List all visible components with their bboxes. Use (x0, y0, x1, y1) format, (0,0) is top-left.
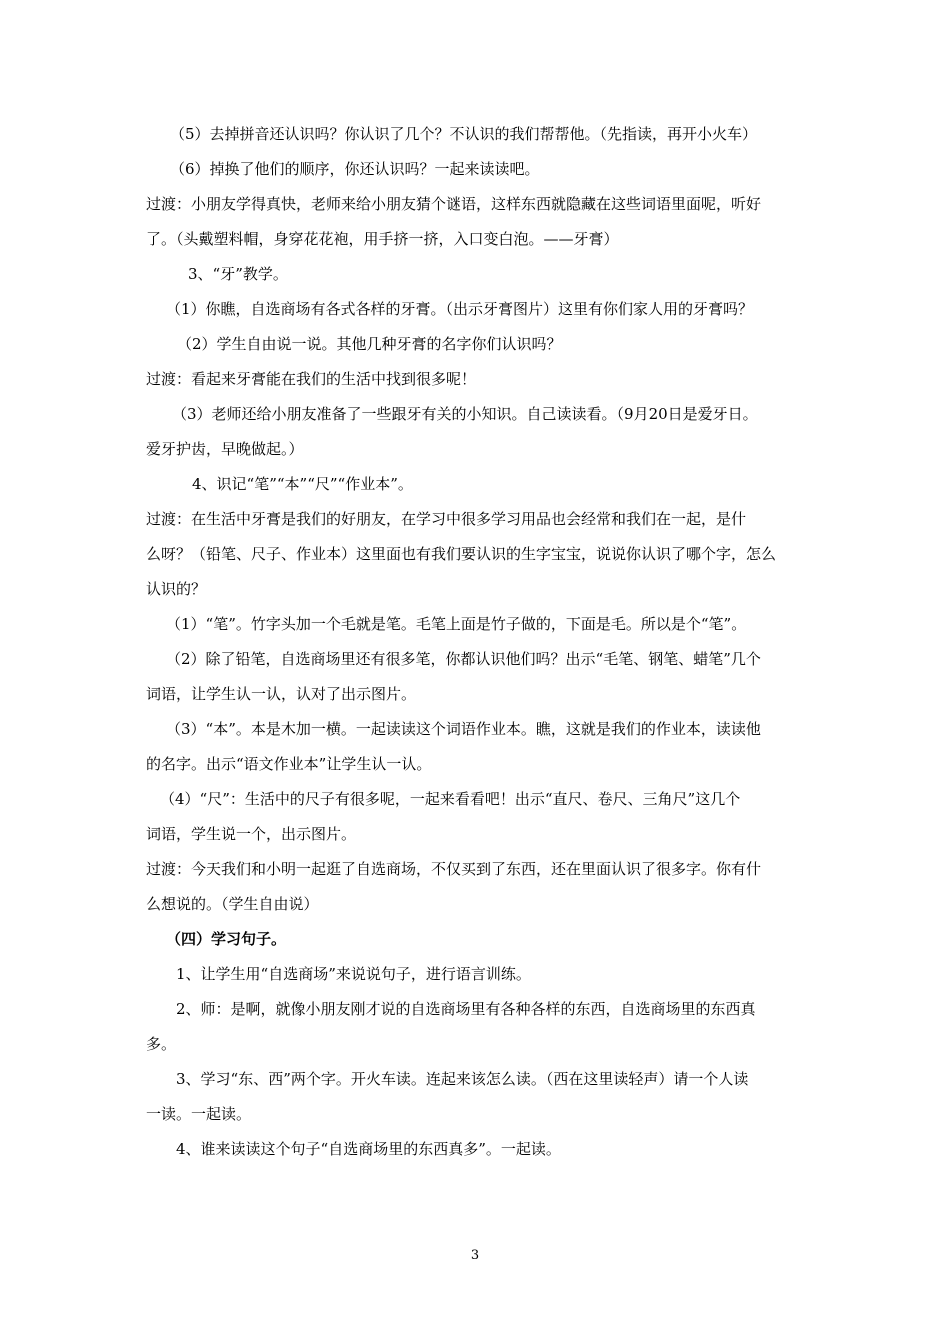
text-line: 过渡：在生活中牙膏是我们的好朋友，在学习中很多学习用品也会经常和我们在一起，是什 (146, 510, 747, 528)
text-line: 过渡：今天我们和小明一起逛了自选商场，不仅买到了东西，还在里面认识了很多字。你有什 (146, 860, 762, 878)
text-line: 一读。一起读。 (146, 1105, 252, 1123)
section-heading: 3、“牙”教学。 (188, 265, 288, 283)
page-number: 3 (470, 1248, 480, 1263)
text-line: 么呀？（铅笔、尺子、作业本）这里面也有我们要认识的生字宝宝，说说你认识了哪个字，怎么 (146, 545, 777, 563)
text-line: （3）“本”。本是木加一横。一起读读这个词语作业本。瞧，这就是我们的作业本，读读他 (166, 720, 761, 738)
text-line: 3、学习“东、西”两个字。开火车读。连起来该怎么读。（西在这里读轻声）请一个人读 (176, 1070, 749, 1088)
text-line: （3）老师还给小朋友准备了一些跟牙有关的小知识。自己读读看。（9月20日是爱牙日。 (172, 405, 758, 423)
text-line: （2）学生自由说一说。其他几种牙膏的名字你们认识吗？ (177, 335, 562, 353)
text-line: （1）你瞧，自选商场有各式各样的牙膏。（出示牙膏图片）这里有你们家人用的牙膏吗？ (166, 300, 754, 318)
text-line: 认识的？ (146, 580, 207, 598)
text-line: 过渡：小朋友学得真快，老师来给小朋友猜个谜语，这样东西就隐藏在这些词语里面呢，听好 (146, 195, 762, 213)
text-line: 4、谁来读读这个句子“自选商场里的东西真多”。一起读。 (176, 1140, 561, 1158)
text-line: （5）去掉拼音还认识吗？你认识了几个？不认识的我们帮帮他。（先指读，再开小火车） (170, 125, 758, 143)
text-line: （6）掉换了他们的顺序，你还认识吗？一起来读读吧。 (170, 160, 540, 178)
text-line: 2、师：是啊，就像小朋友刚才说的自选商场里有各种各样的东西，自选商场里的东西真 (176, 1000, 756, 1018)
text-line: 爱牙护齿，早晚做起。） (146, 440, 304, 458)
text-line: 的名字。出示“语文作业本”让学生认一认。 (146, 755, 432, 773)
text-line: 1、让学生用“自选商场”来说说句子，进行语言训练。 (176, 965, 531, 983)
text-line: （4）“尺”：生活中的尺子有很多呢，一起来看看吧！出示“直尺、卷尺、三角尺”这几个 (160, 790, 741, 808)
text-line: （1）“笔”。竹字头加一个毛就是笔。毛笔上面是竹子做的，下面是毛。所以是个“笔”。 (166, 615, 747, 633)
text-line: 过渡：看起来牙膏能在我们的生活中找到很多呢！ (146, 370, 477, 388)
text-line: 么想说的。（学生自由说） (146, 895, 319, 913)
text-line: （2）除了铅笔，自选商场里还有很多笔，你都认识他们吗？出示“毛笔、钢笔、蜡笔”几个 (166, 650, 761, 668)
text-line: 词语，学生说一个，出示图片。 (146, 825, 357, 843)
text-line: 了。（头戴塑料帽，身穿花花袍，用手挤一挤，入口变白泡。——牙膏） (146, 230, 619, 248)
section-heading: （四）学习句子。 (166, 930, 287, 948)
text-line: 多。 (146, 1035, 177, 1053)
section-heading: 4、识记“笔”“本”“尺”“作业本”。 (192, 475, 413, 493)
text-line: 词语，让学生认一认，认对了出示图片。 (146, 685, 417, 703)
